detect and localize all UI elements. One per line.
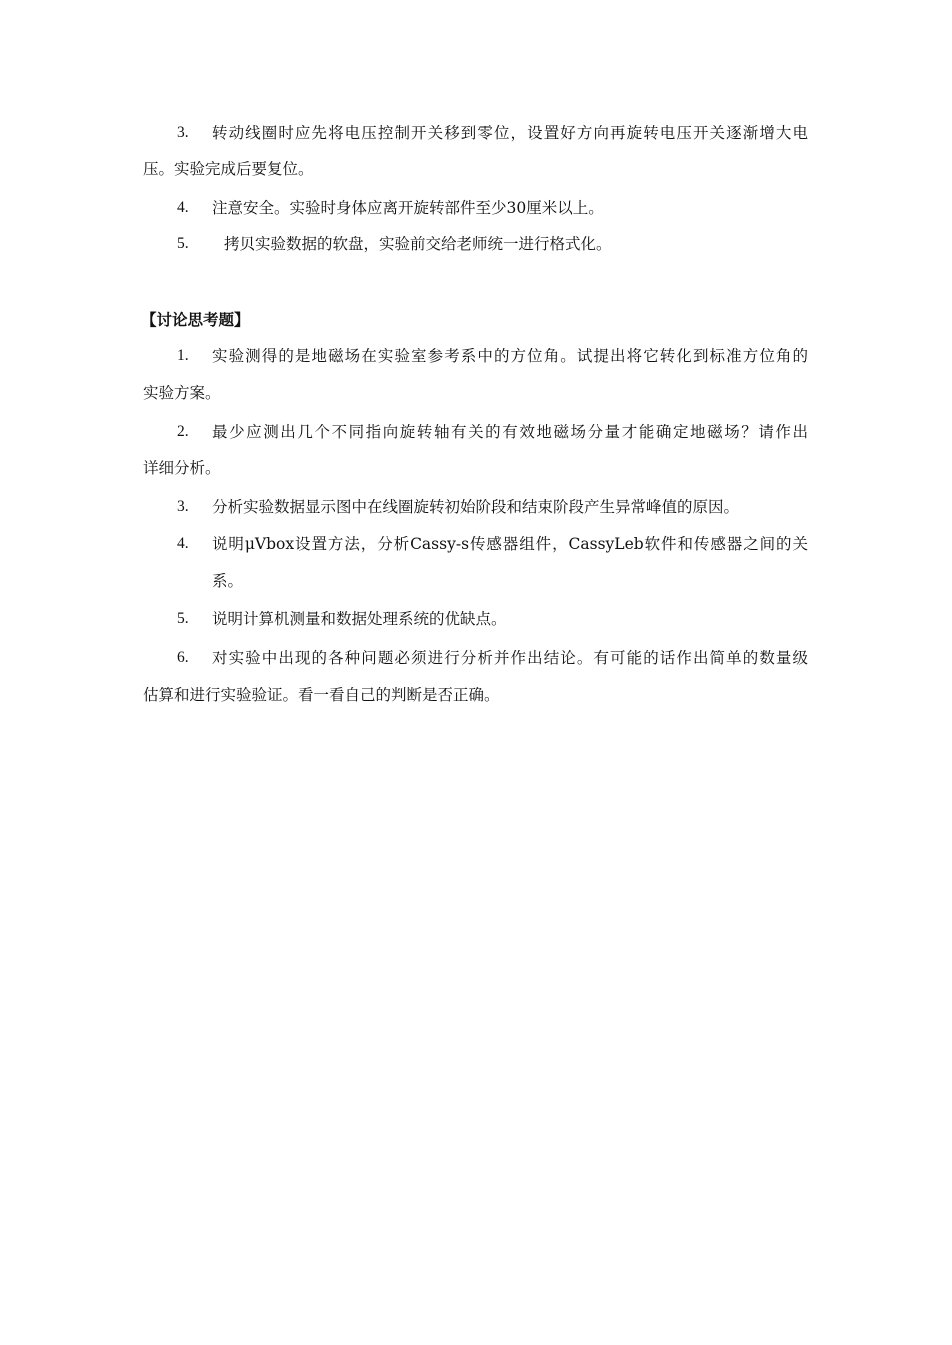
item-number: 5.: [177, 610, 189, 627]
item-text-line: 实验方案。: [143, 384, 221, 402]
item-text-line: 注意安全。实验时身体应离开旋转部件至少30厘米以上。: [212, 199, 604, 217]
item-text-line: 估算和进行实验验证。看一看自己的判断是否正确。: [143, 686, 500, 704]
section-heading: 【讨论思考题】: [141, 311, 250, 329]
item-number: 5.: [177, 235, 189, 252]
item-text-line: 详细分析。: [143, 459, 221, 477]
item-number: 3.: [177, 498, 189, 515]
item-number: 4.: [177, 199, 189, 216]
item-text-line: 说明μVbox设置方法，分析Cassy-s传感器组件，CassyLeb软件和传感器之间的关: [212, 535, 808, 553]
item-text-line: 对实验中出现的各种问题必须进行分析并作出结论。有可能的话作出简单的数量级: [212, 649, 808, 667]
item-text-line: 最少应测出几个不同指向旋转轴有关的有效地磁场分量才能确定地磁场？请作出: [212, 423, 808, 441]
item-number: 2.: [177, 423, 189, 440]
item-text-line: 压。实验完成后要复位。: [143, 160, 314, 178]
item-text-line: 转动线圈时应先将电压控制开关移到零位，设置好方向再旋转电压开关逐渐增大电: [212, 124, 808, 142]
item-text-line: 系。: [212, 572, 244, 590]
item-number: 4.: [177, 535, 189, 552]
item-text-line: 分析实验数据显示图中在线圈旋转初始阶段和结束阶段产生异常峰值的原因。: [212, 498, 740, 516]
item-number: 6.: [177, 649, 189, 666]
item-number: 3.: [177, 124, 189, 141]
item-number: 1.: [177, 347, 189, 364]
item-text-line: 说明计算机测量和数据处理系统的优缺点。: [212, 610, 507, 628]
item-text-line: 拷贝实验数据的软盘，实验前交给老师统一进行格式化。: [224, 235, 612, 253]
item-text-line: 实验测得的是地磁场在实验室参考系中的方位角。试提出将它转化到标准方位角的: [212, 347, 808, 365]
